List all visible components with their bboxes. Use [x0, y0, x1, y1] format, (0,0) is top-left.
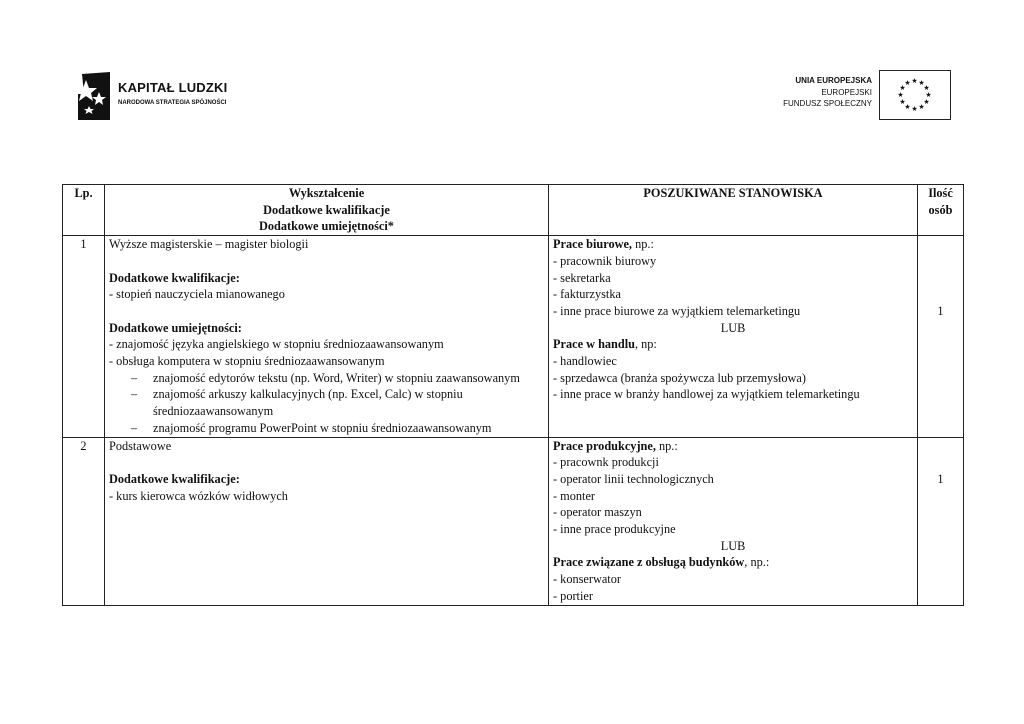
row-quantity-cell [918, 437, 964, 605]
skill-sub-item-text: znajomość arkuszy kalkulacyjnych (np. Excel, Calc) w stopniu średniozaawansowanym [153, 387, 463, 419]
header-quantity [918, 185, 964, 236]
skill-sub-item [109, 420, 544, 437]
position-item: - fakturzystka [553, 287, 621, 302]
eu-stars-icon [880, 71, 949, 118]
dash-bullet: – [131, 420, 138, 435]
header-positions: POSZUKIWANE STANOWISKA [549, 185, 918, 236]
position-group-title [553, 438, 913, 455]
eu-line2: EUROPEJSKI [821, 87, 872, 97]
position-group-suffix: , np.: [744, 555, 770, 570]
svg-text:★: ★ [897, 91, 904, 99]
qualification-item: - kurs kierowca wózków widłowych [109, 488, 288, 503]
table-header-row [63, 185, 964, 236]
position-group-suffix: , np: [634, 337, 657, 352]
position-group-title [553, 554, 913, 571]
skill-item: - obsługa komputera w stopniu średniozaawansowanym [109, 354, 385, 368]
position-group-name: Prace produkcyjne, [553, 438, 656, 453]
row-lp: 1 [63, 236, 105, 437]
header-education [105, 185, 549, 236]
row-positions-cell [549, 236, 918, 437]
position-item: - operator linii technologicznych [553, 471, 714, 486]
header-lp: Lp. [63, 185, 105, 236]
position-group-name: Prace w handlu [553, 337, 635, 352]
header-education-line2: Dodatkowe kwalifikacje [263, 202, 390, 217]
header-education-line1: Wykształcenie [288, 186, 365, 200]
skill-sub-item-text: znajomość edytorów tekstu (np. Word, Writer) w stopniu zaawansowanym [153, 370, 520, 385]
position-item: - konserwator [553, 572, 621, 587]
position-item: - pracownk produkcji [553, 455, 659, 470]
svg-text:★: ★ [904, 103, 911, 111]
header-quantity-line1: Ilość [928, 186, 953, 200]
svg-text:★: ★ [925, 91, 932, 99]
svg-text:★: ★ [923, 84, 930, 92]
position-item: - inne prace produkcyjne [553, 522, 676, 537]
position-group-title [553, 336, 913, 353]
position-item: - portier [553, 588, 593, 603]
skill-item: - znajomość języka angielskiego w stopniu średniozaawansowanym [109, 337, 444, 352]
header-education-line3: Dodatkowe umiejętności* [259, 219, 394, 234]
or-separator: LUB [720, 538, 746, 553]
svg-text:★: ★ [899, 98, 906, 106]
position-item: - pracownik biurowy [553, 253, 657, 268]
table-row [63, 236, 964, 437]
position-item: - monter [553, 488, 596, 503]
position-group-suffix: np.: [655, 438, 678, 453]
position-item: - handlowiec [553, 354, 617, 369]
svg-text:★: ★ [911, 77, 918, 85]
skill-sub-item [109, 386, 544, 419]
eu-flag-icon [879, 70, 951, 120]
header-quantity-line2: osób [928, 202, 953, 217]
job-offers-table [62, 184, 964, 606]
position-group-name: Prace związane z obsługą budynków [553, 555, 745, 570]
position-item: - inne prace biurowe za wyjątkiem telemarketingu [553, 303, 801, 318]
row-positions-cell [549, 437, 918, 605]
svg-text:★: ★ [904, 79, 911, 87]
dash-bullet: – [131, 387, 138, 402]
education-level: Podstawowe [109, 438, 172, 453]
skill-sub-item-text: znajomość programu PowerPoint w stopniu średniozaawansowanym [153, 420, 492, 435]
position-item: - sprzedawca (branża spożywcza lub przemysłowa) [553, 370, 806, 385]
eu-line3: FUNDUSZ SPOŁECZNY [783, 99, 872, 108]
logo-title: KAPITAŁ LUDZKI [118, 80, 228, 95]
skill-sub-item [109, 370, 544, 387]
position-group-title [553, 236, 913, 253]
dash-bullet: – [131, 370, 138, 385]
qualifications-title: Dodatkowe kwalifikacje: [109, 270, 240, 285]
row-lp: 2 [63, 437, 105, 605]
qualifications-title: Dodatkowe kwalifikacje: [109, 471, 240, 486]
education-level: Wyższe magisterskie – magister biologii [109, 237, 309, 252]
eu-logo-text [783, 75, 872, 110]
row-quantity-cell [918, 236, 964, 437]
eu-line1: UNIA EUROPEJSKA [795, 76, 872, 85]
svg-text:★: ★ [923, 98, 930, 106]
or-separator: LUB [720, 320, 746, 335]
svg-text:★: ★ [918, 103, 925, 111]
logo-subtitle: NARODOWA STRATEGIA SPÓJNOŚCI [118, 100, 227, 106]
svg-text:★: ★ [918, 79, 925, 87]
eu-logo [760, 70, 954, 122]
position-item: - inne prace w branży handlowej za wyjątkiem telemarketingu [553, 387, 860, 402]
position-item: - operator maszyn [553, 505, 642, 520]
position-group-name: Prace biurowe, [553, 237, 632, 252]
row-quantity: 1 [937, 303, 944, 318]
position-item: - sekretarka [553, 270, 611, 285]
row-education-cell [105, 437, 549, 605]
kapital-ludzki-emblem-icon [76, 72, 112, 122]
qualification-item: - stopień nauczyciela mianowanego [109, 287, 285, 302]
row-quantity: 1 [937, 471, 944, 486]
svg-text:★: ★ [911, 105, 918, 113]
position-group-suffix: np.: [632, 237, 654, 252]
table-row [63, 437, 964, 605]
skills-title: Dodatkowe umiejętności: [109, 320, 242, 335]
svg-text:★: ★ [899, 84, 906, 92]
row-education-cell [105, 236, 549, 437]
